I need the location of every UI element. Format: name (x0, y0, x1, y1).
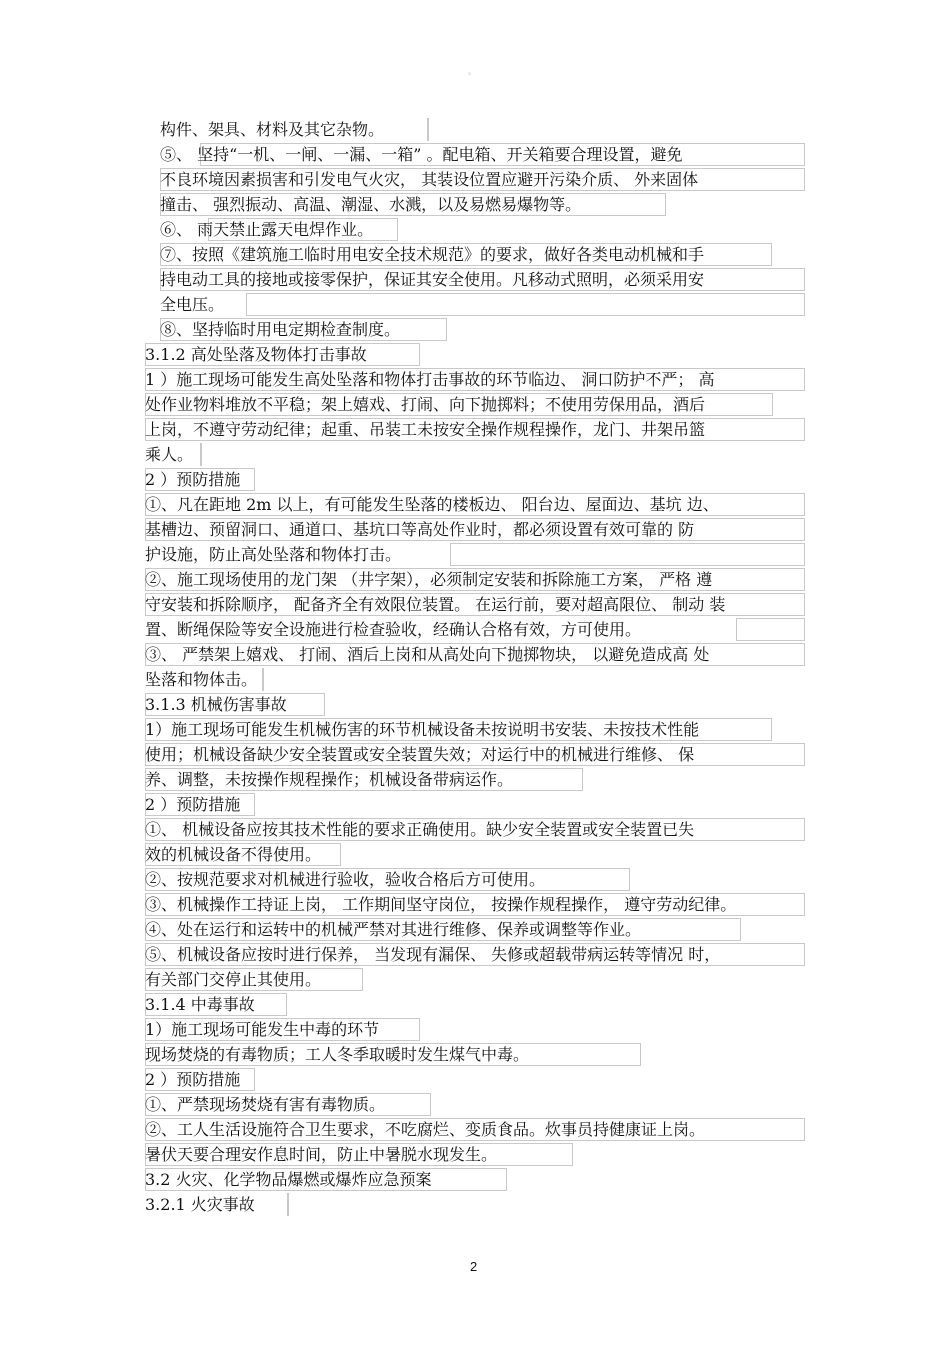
text-line: 全电压。 (160, 295, 225, 314)
text-line: 乘人。 (145, 445, 194, 464)
page-number: 2 (470, 1259, 478, 1274)
text-line: 构件、架具、材料及其它杂物。 (160, 120, 385, 139)
text-line: 守安装和拆除顺序， 配备齐全有效限位装置。 在运行前，要对超高限位、 制动 装 (145, 595, 726, 614)
text-line: ①、严禁现场焚烧有害有毒物质。 (145, 1095, 386, 1114)
text-line: 1）施工现场可能发生机械伤害的环节机械设备未按说明书安装、未按技术性能 (145, 720, 700, 739)
text-box-edge (262, 668, 264, 691)
section-heading: 3.1.2 高处坠落及物体打击事故 (145, 345, 367, 364)
subheading: 2 ）预防措施 (145, 795, 241, 814)
section-heading: 3.2 火灾、化学物品爆燃或爆炸应急预案 (145, 1170, 432, 1189)
text-line: ⑧、坚持临时用电定期检查制度。 (160, 320, 401, 339)
text-line: ②、工人生活设施符合卫生要求，不吃腐烂、变质食品。炊事员持健康证上岗。 (145, 1120, 706, 1139)
text-line: 养、调整，未按操作规程操作；机械设备带病运作。 (145, 770, 514, 789)
text-line: 使用；机械设备缺少安全装置或安全装置失效；对运行中的机械进行维修、 保 (145, 745, 695, 764)
text-box (246, 293, 805, 316)
text-line: 不良环境因素损害和引发电气火灾， 其装设位置应避开污染介质、 外来固体 (160, 170, 699, 189)
text-line: ⑥、 雨天禁止露天电焊作业。 (160, 220, 374, 239)
subheading: 2 ）预防措施 (145, 1070, 241, 1089)
subheading: 2 ）预防措施 (145, 470, 241, 489)
section-heading: 3.1.3 机械伤害事故 (145, 695, 287, 714)
text-line: 撞击、 强烈振动、高温、潮湿、水溅，以及易燃易爆物等。 (160, 195, 582, 214)
text-line: 基槽边、预留洞口、通道口、基坑口等高处作业时，都必须设置有效可靠的 防 (145, 520, 695, 539)
text-line: 有关部门交停止其使用。 (145, 970, 322, 989)
text-box-edge (200, 443, 202, 466)
text-line: 现场焚烧的有毒物质；工人冬季取暖时发生煤气中毒。 (145, 1045, 530, 1064)
text-line: ⑤、 坚持“一机、一闸、一漏、一箱” 。配电箱、开关箱要合理设置，避免 (160, 145, 683, 164)
text-box (736, 618, 805, 641)
text-box (450, 543, 805, 566)
text-box-edge (287, 1193, 289, 1216)
text-line: 效的机械设备不得使用。 (145, 845, 322, 864)
text-line: 暑伏天要合理安作息时间，防止中暑脱水现发生。 (145, 1145, 498, 1164)
text-line: 置、断绳保险等安全设施进行检查验收，经确认合格有效，方可使用。 (145, 620, 642, 639)
text-line: ⑦、按照《建筑施工临时用电安全技术规范》的要求，做好各类电动机械和手 (160, 245, 705, 264)
text-line: 持电动工具的接地或接零保护，保证其安全使用。凡移动式照明，必须采用安 (160, 270, 705, 289)
text-line: 坠落和物体击。 (145, 670, 258, 689)
text-line: 护设施，防止高处坠落和物体打击。 (145, 545, 402, 564)
section-heading: 3.2.1 火灾事故 (145, 1195, 255, 1214)
text-line: 上岗，不遵守劳动纪律；起重、吊装工未按安全操作规程操作，龙门、井架吊篮 (145, 420, 706, 439)
text-line: ⑤、机械设备应按时进行保养， 当发现有漏保、 失修或超载带病运转等情况 时， (145, 945, 721, 964)
text-line: 处作业物料堆放不平稳；架上嬉戏、打闹、向下抛掷料；不使用劳保用品，酒后 (145, 395, 706, 414)
text-line: ③、机械操作工持证上岗， 工作期间坚守岗位， 按操作规程操作， 遵守劳动纪律。 (145, 895, 737, 914)
text-line: ②、按规范要求对机械进行验收，验收合格后方可使用。 (145, 870, 546, 889)
text-line: ④、处在运行和运转中的机械严禁对其进行维修、保养或调整等作业。 (145, 920, 642, 939)
text-line: ②、施工现场使用的龙门架 （井字架），必须制定安装和拆除施工方案， 严格 遵 (145, 570, 713, 589)
text-line: ①、 机械设备应按其技术性能的要求正确使用。缺少安全装置或安全装置已失 (145, 820, 695, 839)
text-line: ①、凡在距地 2m 以上，有可能发生坠落的楼板边、 阳台边、屋面边、基坑 边、 (145, 495, 719, 514)
text-line: 1）施工现场可能发生中毒的环节 (145, 1020, 380, 1039)
section-heading: 3.1.4 中毒事故 (145, 995, 255, 1014)
text-line: 1 ）施工现场可能发生高处坠落和物体打击事故的环节临边、 洞口防护不严； 高 (145, 370, 715, 389)
text-box-edge (427, 118, 429, 141)
text-line: ③、 严禁架上嬉戏、 打闹、酒后上岗和从高处向下抛掷物块， 以避免造成高 处 (145, 645, 710, 664)
top-mark: 。 (468, 67, 476, 76)
